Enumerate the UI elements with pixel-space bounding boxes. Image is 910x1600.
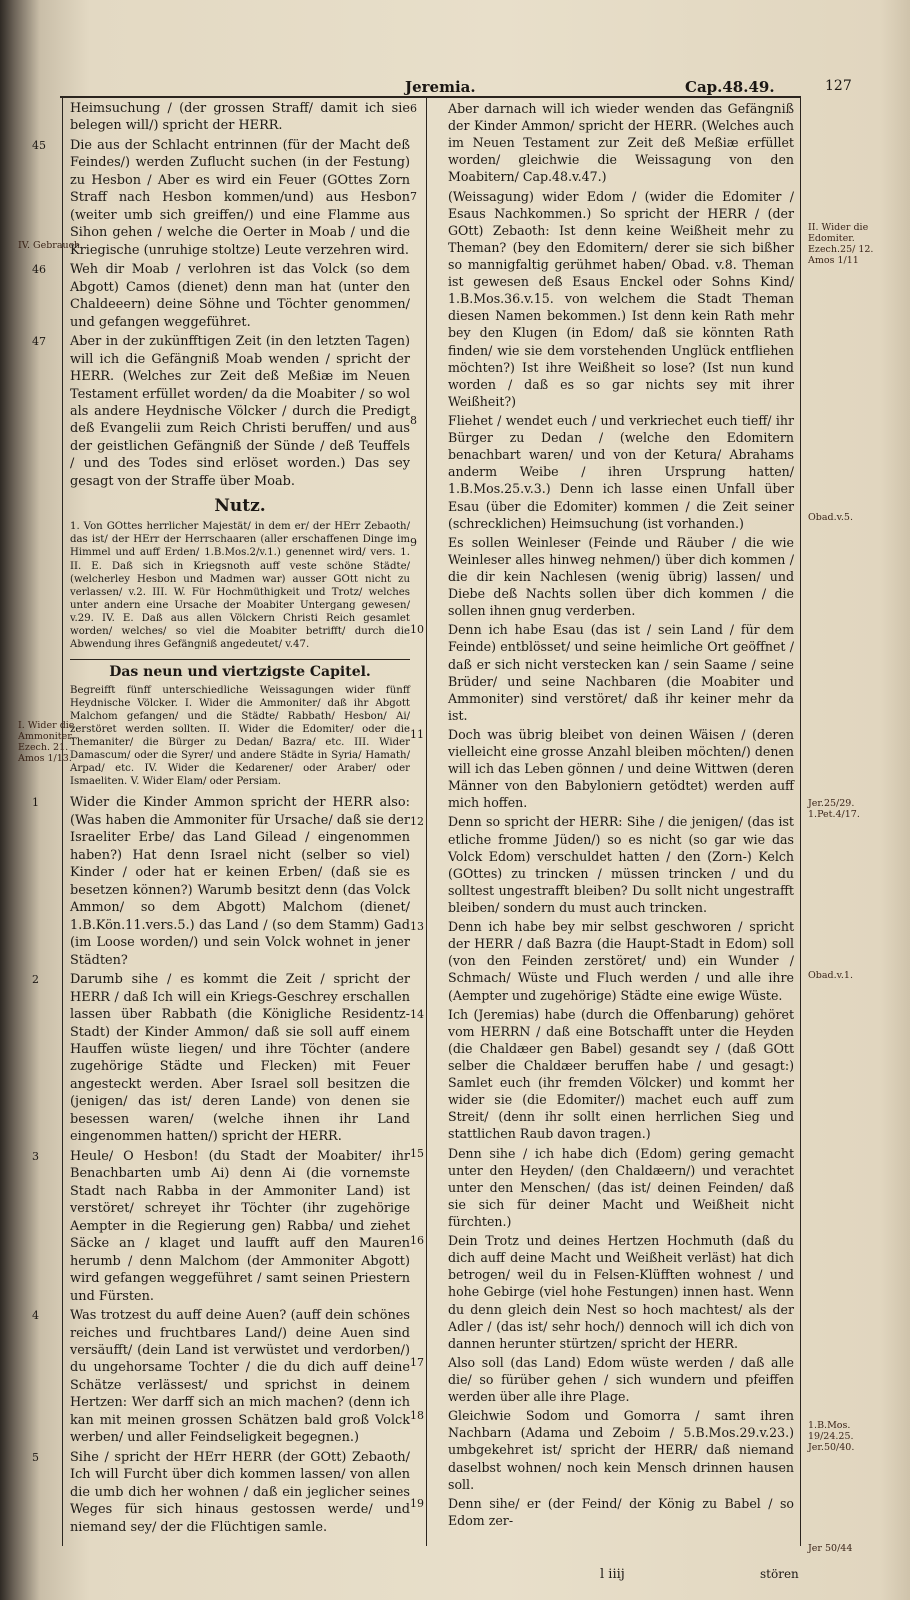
verse: 12 Denn so spricht der HERR: Sihe / die jenigen/ (das ist etliche fromme Jüden/) so es nicht (so gar wie das Volck Edom) verschuldet hatten / den (Zorn-) Kelch (GOttes) zu trincken / müssen trincken / und du solltest ungestrafft bleiben? Du sollt nicht ungestrafft bleiben/ sondern du must auch trincken. [410,814,794,916]
verse: 10 Denn ich habe Esau (das ist / sein Land / für dem Feinde) entblösset/ und seine heimliche Ort geöffnet / daß er sich nicht verstecken kan / sein Saame / seine Brüder/ und seine Nachbaren (die Moabiter und Ammoniter) sind verstöret/ daß ihr keiner mehr da ist. [410,622,794,723]
margin-note: Jer.25/29. 1.Pet.4/17. [808,798,860,820]
nutz-text: 1. Von GOttes herrlicher Majestät/ in dem er/ der HErr Zebaoth/ das ist/ der HErr der Herrschaaren (aller erschaffenen Dinge im Himmel und auff Erden/ 1.B.Mos.2/v.1.) genennet wird/ vers. 1. II. E. Daß sich in Kriegsnoth auff veste schöne Städte/ (welcherley Hesbon und Madmen war) ausser GOtt nicht zu verlassen/ v.2. III. W. Für Hochmüthigkeit und Trotz/ welches unter andern eine Ursache der Moabiter Untergang gewesen/ v.29. IV. E. Daß aus allen Völckern Christi Reich gesamlet worden/ welches/ so viel die Moabiter betrifft/ durch die Abwendung ihres Gefängniß angedeutet/ v.47. [70,521,410,650]
verse: 14 Ich (Jeremias) habe (durch die Offenbarung) gehöret vom HERRN / daß eine Botschafft unter die Heyden (die Chaldæer gen Babel) gesandt sey / (daß GOtt selber die Chaldæer beruffen habe / und gesagt:) Samlet euch (ihr fremden Völcker) und kommt her wider sie (die Edomiter/) machet euch auff zum Streit/ (denn ihr sollt einen herrlichen Sieg und stattlichen Raub davon tragen.) [410,1006,794,1142]
catchword: stören [760,1567,799,1581]
running-title: Jeremia. [405,78,476,96]
verse: 16 Dein Trotz und deines Hertzen Hochmuth (daß du dich auff deine Macht und Weißheit verläst) hat dich betrogen/ weil du in Felsen-Klüfften wohnest / und hohe Gebirge (viel hohe Festungen) innen hast. Wenn du denn gleich dein Nest so hoch machtest/ als der Adler / (das ist/ sehr hoch/) dennoch will ich dich von dannen herunter stürtzen/ spricht der HERR. [410,1233,794,1351]
margin-note: I. Wider die Ammoniter. Ezech. 21. Amos 1/13. [18,720,75,764]
verse: 17 Also soll (das Land) Edom wüste werden / daß alle die/ so fürüber gehen / sich wundern und pfeiffen werden über alle ihre Plage. [410,1354,794,1405]
verse: 5 Sihe / spricht der HErr HERR (der GOtt) Zebaoth/ Ich will Furcht über dich kommen lassen/ von allen die umb dich her wohnen / daß ein jeglicher seines Weges für sich hinaus gestossen werde/ und niemand sey/ der die Flüchtigen samle. [32,1449,410,1535]
left-margin-rule [62,96,63,1546]
verse: 11 Doch was übrig bleibet von deinen Wäisen / (deren vielleicht eine grosse Anzahl bleiben möchten/) denen will ich das Leben gönnen / und deine Wittwen (deren Männer von den Babyloniern getödtet) werden auff mich hoffen. [410,726,794,811]
margin-note: 1.B.Mos. 19/24.25. Jer.50/40. [808,1420,855,1453]
right-margin-rule [800,96,801,1546]
verse: 8 Fliehet / wendet euch / und verkriechet euch tieff/ ihr Bürger zu Dedan / (welche den Edomitern benachbart waren/ und von der Ketura/ Abrahams anderm Weibe / ihren Ursprung hatten/ 1.B.Mos.25.v.3.) Denn ich lasse einen Unfall über Esau (über die Edomiter) kommen / die Zeit seiner (schrecklichen) Heimsuchung (ist vorhanden.) [410,412,794,531]
verse: 9 Es sollen Weinleser (Feinde und Räuber / die wie Weinleser alles hinweg nehmen/) über dich kommen / die dir kein Nachlesen (wenig übrig) lassen/ und Diebe deß Nachts sollen über dich kommen / die sollen ihnen gnug verderben. [410,534,794,619]
page-number: 127 [825,78,852,94]
verse: 18 Gleichwie Sodom und Gomorra / samt ihren Nachbarn (Adama und Zeboim / 5.B.Mos.29.v.23.) umbgekehret ist/ spricht der HERR/ daß niemand daselbst wohnen/ noch kein Mensch drinnen hausen soll. [410,1408,794,1492]
verse: 45 Die aus der Schlacht entrinnen (für der Macht deß Feindes/) werden Zuflucht suchen (in der Festung) zu Hesbon / Aber es wird ein Feuer (GOttes Zorn Straff nach Hesbon kommen/und) aus Hesbon (weiter umb sich greiffen/) und eine Flamme aus Sihon gehen / welche die Oerter in Moab / und die Kriegische (unruhige stoltze) Leute verzehren wird. [32,137,410,258]
margin-note: Obad.v.5. [808,512,853,523]
column-divider [426,96,427,1546]
verse: 7 (Weissagung) wider Edom / (wider die Edomiter / Esaus Nachkommen.) So spricht der HERR / (der GOtt) Zebaoth: Ist denn keine Weißheit mehr zu Theman? (bey den Edomitern/ derer sie sich bißher so mannigfaltig gerühmet haben/ Obad. v.8. Theman ist gewesen deß Esaus Enckel oder Sohns Kind/ 1.B.Mos.36.v.15. von welchem die Stadt Theman diesen Namen bekommen.) Ist denn kein Rath mehr bey den Klugen (in Edom/ daß sie könnten Rath finden/ wie sie dem vorstehenden Unglück entfliehen möchten?) Ist ihre Weißheit so lose? (Ist nun kund worden / daß es so gar nichts sey mit ihrer Weißheit?) [410,188,794,409]
verse: 15 Denn sihe / ich habe dich (Edom) gering gemacht unter den Heyden/ (den Chaldæern/) und verachtet unter den Menschen/ (das ist/ deinen Feinden/ daß sie sich für deiner Macht und Weißheit nicht fürchten.) [410,1145,794,1229]
margin-note: Jer 50/44 [808,1543,853,1554]
right-column [410,100,794,1531]
chapter-indicator: Cap.48.49. [685,78,775,96]
verse: Heimsuchung / (der grossen Straff/ damit ich sie belegen will/) spricht der HERR. [70,101,410,134]
chapter-title: Das neun und viertzigste Capitel. [70,659,410,680]
margin-note: IV. Gebrauch. [18,240,84,251]
verse: 47 Aber in der zukünfftigen Zeit (in den letzten Tagen) will ich die Gefängniß Moab wenden / spricht der HERR. (Welches zur Zeit deß Meßiæ im Neuen Testament erfüllet worden/ da die Moabiter / so wol als andere Heydnische Völcker / durch die Predigt deß Evangelii zum Reich Christi beruffen/ und aus der geistlichen Gefängniß der Sünde / deß Teuffels / und des Todes sind erlöset worden.) Das sey gesagt von der Straffe über Moab. [32,334,410,489]
verse: 13 Denn ich habe bey mir selbst geschworen / spricht der HERR / daß Bazra (die Haupt-Stadt in Edom) soll (von den Feinden zerstöret/ und) ein Wunder / Schmach/ Wüste und Fluch werden / und alle ihre (Aempter und zugehörige) Städte eine ewige Wüste. [410,919,794,1003]
margin-note: Obad.v.1. [808,970,853,981]
margin-note: II. Wider die Edomiter. Ezech.25/ 12. Amos 1/11 [808,222,874,266]
page-header [85,78,875,98]
verse: 2 Darumb sihe / es kommt die Zeit / spricht der HERR / daß Ich will ein Kriegs-Geschrey erschallen lassen über Rabbath (die Königliche Residentz-Stadt) der Kinder Ammon/ daß sie soll auff einem Hauffen wüste liegen/ und ihre Töchter (andere zugehörige Städte und Flecken) mit Feuer angesteckt werden. Aber Israel soll besitzen die (jenigen/ das ist/ deren Lande) von denen sie besessen waren/ (welche ihnen ihr Land eingenommen hatten/) spricht der HERR. [32,972,410,1145]
verse: 19 Denn sihe/ er (der Feind/ der König zu Babel / so Edom zer- [410,1495,794,1528]
verse: 6 Aber darnach will ich wieder wenden das Gefängniß der Kinder Ammon/ spricht der HERR. (Welches auch im Neuen Testament zur Zeit deß Meßiæ erfüllet worden/ gleichwie die Weissagung von den Moabitern/ Cap.48.v.47.) [410,101,794,185]
nutz-heading: Nutz. [214,496,266,517]
verse: 46 Weh dir Moab / verlohren ist das Volck (so dem Abgott) Camos (dienet) denn man hat (unter den Chaldeeern) deine Söhne und Töchter genommen/ und gefangen weggeführet. [32,262,410,330]
verse: 3 Heule/ O Hesbon! (du Stadt der Moabiter/ ihr Benachbarten umb Ai) denn Ai (die vornemste Stadt nach Rabba in der Ammoniter Land) ist verstöret/ schreyet ihr Töchter (ihr zugehörige Aempter in die Regierung gen) Rabba/ und ziehet Säcke an / klaget und laufft auff den Mauren herumb / denn Malchom (der Ammoniter Abgott) wird gefangen weggeführet / samt seinen Priestern und Fürsten. [32,1148,410,1304]
signature-mark: l iiij [600,1567,625,1582]
verse: 4 Was trotzest du auff deine Auen? (auff dein schönes reiches und fruchtbares Land/) deine Auen sind versäufft/ (dein Land ist verwüstet und verdorben/) du ungehorsame Tochter / die du dich auff deine Schätze verlässest/ und sprichst in deinem Hertzen: Wer darff sich an mich machen? (denn ich kan mit meinen grossen Schätzen bald groß Volck werben/ und aller Feindseligkeit begegnen.) [32,1308,410,1446]
chapter-summary: Begreifft fünff unterschiedliche Weissagungen wider fünff Heydnische Völcker. I. Wider die Ammoniter/ daß ihr Abgott Malchom gefangen/ und die Städte/ Rabbath/ Hesbon/ Ai/ zerstöret werden sollten. II. Wider die Edomiter/ oder die Themaniter/ die Bürger zu Dedan/ Bazra/ etc. III. Wider Damascum/ oder die Syrer/ und andere Städte in Syria/ Hamath/ Arpad/ etc. IV. Wider die Kedarener/ oder Araber/ oder Ismaeliten. V. Wider Elam/ oder Persiam. [70,684,410,788]
verse: 1 Wider die Kinder Ammon spricht der HERR also: (Was haben die Ammoniter für Ursache/ daß sie der Israeliter Erbe/ das Land Gilead / eingenommen haben?) Hat denn Israel nicht (selber so viel) Kinder / oder hat er keinen Erben/ (daß sie es besetzen können?) Warumb besitzt denn (das Volck Ammon/ so dem Abgott) Malchom (dienet/ 1.B.Kön.11.vers.5.) das Land / (so dem Stamm) Gad (im Loose worden/) und sein Volck wohnet in jener Städten? [32,795,410,968]
header-rule [60,96,800,98]
